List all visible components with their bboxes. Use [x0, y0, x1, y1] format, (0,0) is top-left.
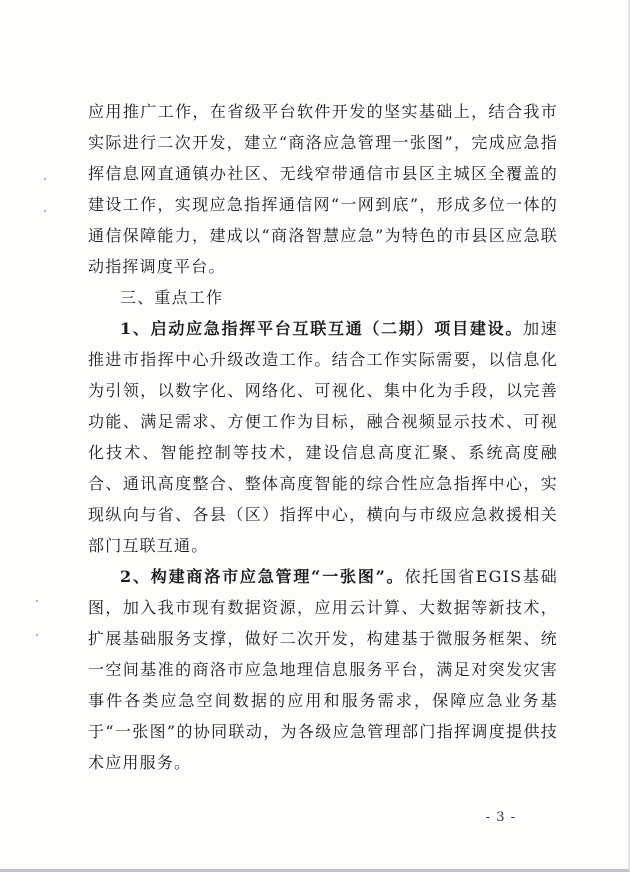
scan-speck	[36, 600, 38, 602]
document-body	[88, 96, 558, 778]
intro-paragraph: 应用推广工作，在省级平台软件开发的坚实基础上，结合我市实际进行二次开发，建立“商洛应急管理一张图”，完成应急指挥信息网直通镇办社区、无线窄带通信市县区主城区全覆盖的建设工作，实现应急指挥通信网“一网到底”，形成多位一体的通信保障能力，建成以“商洛智慧应急”为特色的市县区应急联动指挥调度平台。	[88, 102, 558, 276]
item-1-paragraph	[88, 313, 558, 561]
item-1-title: 1、启动应急指挥平台互联互通（二期）项目建设。	[120, 319, 524, 338]
scan-speck	[44, 178, 46, 180]
page-number: - 3 -	[485, 810, 516, 825]
item-2-title: 2、构建商洛市应急管理“一张图”。	[120, 567, 405, 586]
item-1-body: 加速推进市指挥中心升级改造工作。结合工作实际需要，以信息化为引领，以数字化、网络化、可视化、集中化为手段，以完善功能、满足需求、方便工作为目标，融合视频显示技术、可视化技术、智能控制等技术，建设信息高度汇聚、系统高度融合、通讯高度整合、整体高度智能的综合性应急指挥中心，实现纵向与省、各县（区）指挥中心，横向与市级应急救援相关部门互联互通。	[88, 319, 558, 555]
scan-speck	[36, 634, 38, 636]
item-2-paragraph	[88, 561, 558, 778]
scan-speck	[44, 210, 46, 212]
section-heading: 三、重点工作	[120, 288, 224, 307]
item-2-body: 依托国省EGIS基础图，加入我市现有数据资源，应用云计算、大数据等新技术，扩展基础服务支撑，做好二次开发，构建基于微服务框架、统一空间基准的商洛市应急地理信息服务平台，满足对突发灾害事件各类应急空间数据的应用和服务需求，保障应急业务基于“一张图”的协同联动，为各级应急管理部门指挥调度提供技术应用服务。	[88, 567, 558, 772]
